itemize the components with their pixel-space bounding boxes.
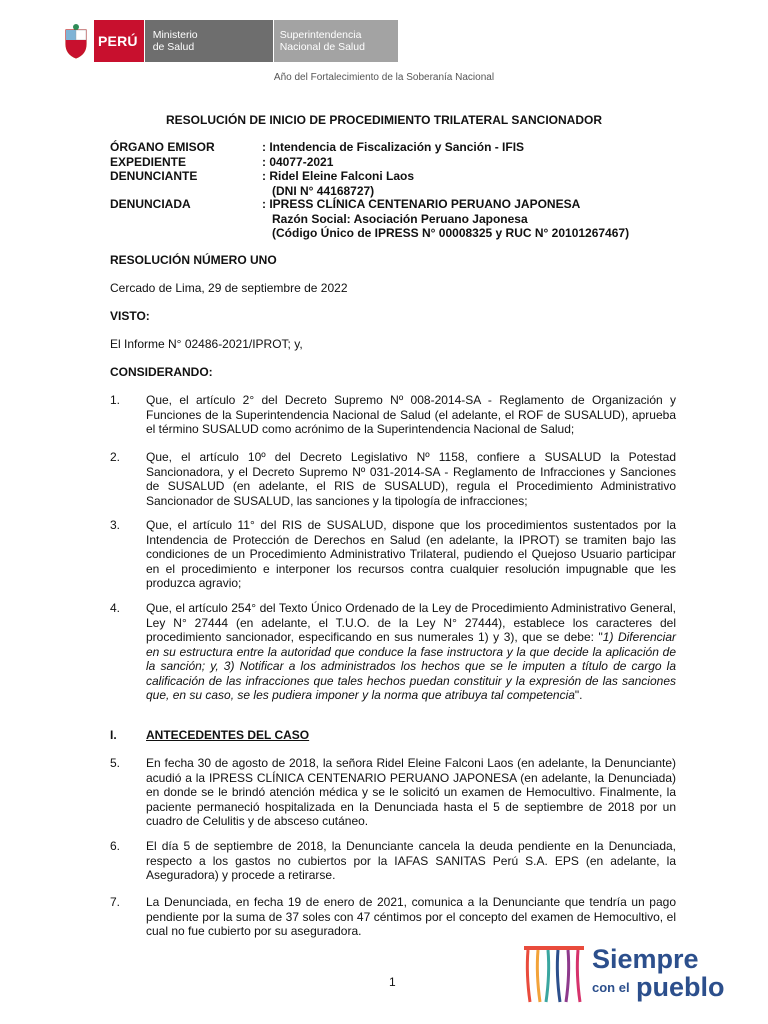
year-motto: Año del Fortalecimiento de la Soberanía Nacional	[273, 72, 495, 83]
item-text	[146, 601, 676, 703]
agency-line2: Nacional de Salud	[279, 41, 365, 53]
organo-label: ÓRGANO EMISOR	[110, 140, 215, 154]
visto-heading: VISTO:	[110, 309, 150, 323]
agency-block	[273, 20, 398, 62]
item-text-quote: 1) Diferenciar en su estructura entre la autoridad que conduce la fase instructora y la que decide la aplicación de la sanción; y, 3) Notificar a los administrados los hechos que se le imputen a título de cargo la calificación de las infracciones que tales hechos puedan constituir y la expresión de las sanciones que, en su caso, se les pudiera imponer y la norma que atribuya tal competencia	[146, 630, 676, 702]
denunciada-razon: Razón Social: Asociación Peruano Japonesa	[272, 211, 528, 226]
denunciante-label: DENUNCIANTE	[110, 169, 198, 183]
government-header	[58, 20, 398, 62]
item-number: 2.	[110, 450, 121, 464]
logo-pueblo: pueblo	[636, 972, 725, 1002]
considerando-heading: CONSIDERANDO:	[110, 365, 213, 379]
document-title: RESOLUCIÓN DE INICIO DE PROCEDIMIENTO TRILATERAL SANCIONADOR	[165, 113, 603, 127]
item-number: 7.	[110, 895, 121, 909]
denunciada-codigo: (Código Único de IPRESS N° 00008325 y RUC N° 20101267467)	[272, 226, 630, 240]
ministry-block	[144, 20, 273, 62]
item-text: La Denunciada, en fecha 19 de enero de 2021, comunica a la Denunciante que tendría un pago pendiente por la suma de 37 soles con 47 céntimos por el concepto del examen de Hemocultivo, el cual no fue cubierto por su aseguradora.	[146, 895, 676, 938]
item-number: 1.	[110, 393, 121, 407]
place-date: Cercado de Lima, 29 de septiembre de 2022	[110, 281, 348, 295]
peru-brand	[94, 20, 144, 62]
expediente-value: : 04077-2021	[262, 154, 334, 169]
item-text: Que, el artículo 10º del Decreto Legislativo Nº 1158, confiere a SUSALUD la Potestad Sancionadora, y el Decreto Supremo Nº 031-2014-SA - Reglamento de Infracciones y Sanciones de SUSALUD (en adelante, el RIS de SUSALUD), regula el Procedimiento Administrativo Sancionador de SUSALUD, las sanciones y la tipología de infracciones;	[146, 450, 676, 508]
denunciada-value: : IPRESS CLÍNICA CENTENARIO PERUANO JAPONESA	[262, 197, 581, 211]
item-text: Que, el artículo 2° del Decreto Supremo Nº 008-2014-SA - Reglamento de Organización y Funciones de la Superintendencia Nacional de Salud (el adelante, el ROF de SUSALUD), aprueba el término SUSALUD como acrónimo de la Superintendencia Nacional de Salud;	[146, 393, 676, 436]
visto-text: El Informe N° 02486-2021/IPROT; y,	[110, 337, 303, 351]
section-number: I.	[110, 728, 117, 742]
denunciada-label: DENUNCIADA	[110, 197, 191, 211]
coat-of-arms-icon	[58, 20, 94, 62]
siempre-con-el-pueblo-logo-icon	[520, 944, 590, 1004]
section-title: ANTECEDENTES DEL CASO	[146, 728, 310, 742]
item-number: 4.	[110, 601, 121, 615]
page-number: 1	[389, 975, 396, 989]
item-text-plain: Que, el artículo 254° del Texto Único Ordenado de la Ley de Procedimiento Administrativo General, Ley N° 27444 (en adelante, el T.U.O. de la Ley N° 27444), establece los caracteres del procedimiento sancionador, especificando en sus numerales 1) y 3), que se debe: "	[146, 601, 676, 644]
expediente-label: EXPEDIENTE	[110, 154, 187, 169]
denunciante-dni: (DNI N° 44168727)	[272, 183, 375, 198]
item-number: 3.	[110, 518, 121, 532]
logo-siempre: Siempre	[592, 944, 699, 974]
organo-value: : Intendencia de Fiscalización y Sanción - IFIS	[262, 140, 525, 154]
item-number: 6.	[110, 839, 121, 853]
item-number: 5.	[110, 756, 121, 770]
item-text: El día 5 de septiembre de 2018, la Denunciante cancela la deuda pendiente en la Denunciada, respecto a los gastos no cubiertos por la IAFAS SANITAS Perú S.A. EPS (en adelante, la Aseguradora) y procede a retirarse.	[146, 839, 676, 882]
agency-line1: Superintendencia	[279, 29, 362, 41]
peru-label: PERÚ	[98, 33, 138, 49]
ministry-line2: de Salud	[152, 41, 195, 53]
denunciante-value: : Ridel Eleine Falconi Laos	[262, 169, 415, 183]
item-text: Que, el artículo 11° del RIS de SUSALUD, dispone que los procedimientos sustentados por la Intendencia de Protección de Derechos en Salud (en adelante, la IPROT) se tramiten bajo las condiciones de un Procedimiento Administrativo Trilateral, pudiendo el Quejoso Usuario participar en el procedimiento e interponer los recursos contra cualquier resolución impugnable que les produzca agravio;	[146, 518, 676, 590]
item-text: En fecha 30 de agosto de 2018, la señora Ridel Eleine Falconi Laos (en adelante, la Denunciante) acudió a la IPRESS CLÍNICA CENTENARIO PERUANO JAPONESA (en adelante, la Denunciada) en donde se le brindó atención médica y se le solicitó un examen de Hemocultivo. Finalmente, la paciente permaneció hospitalizada en la Denunciada hasta el 5 de septiembre de 2018 por un cuadro de Celulitis y de absceso cutáneo.	[146, 756, 676, 828]
resolution-number: RESOLUCIÓN NÚMERO UNO	[110, 253, 277, 267]
logo-con-el: con el	[592, 980, 630, 995]
ministry-line1: Ministerio	[152, 29, 198, 41]
item-text-tail: ".	[574, 688, 583, 702]
